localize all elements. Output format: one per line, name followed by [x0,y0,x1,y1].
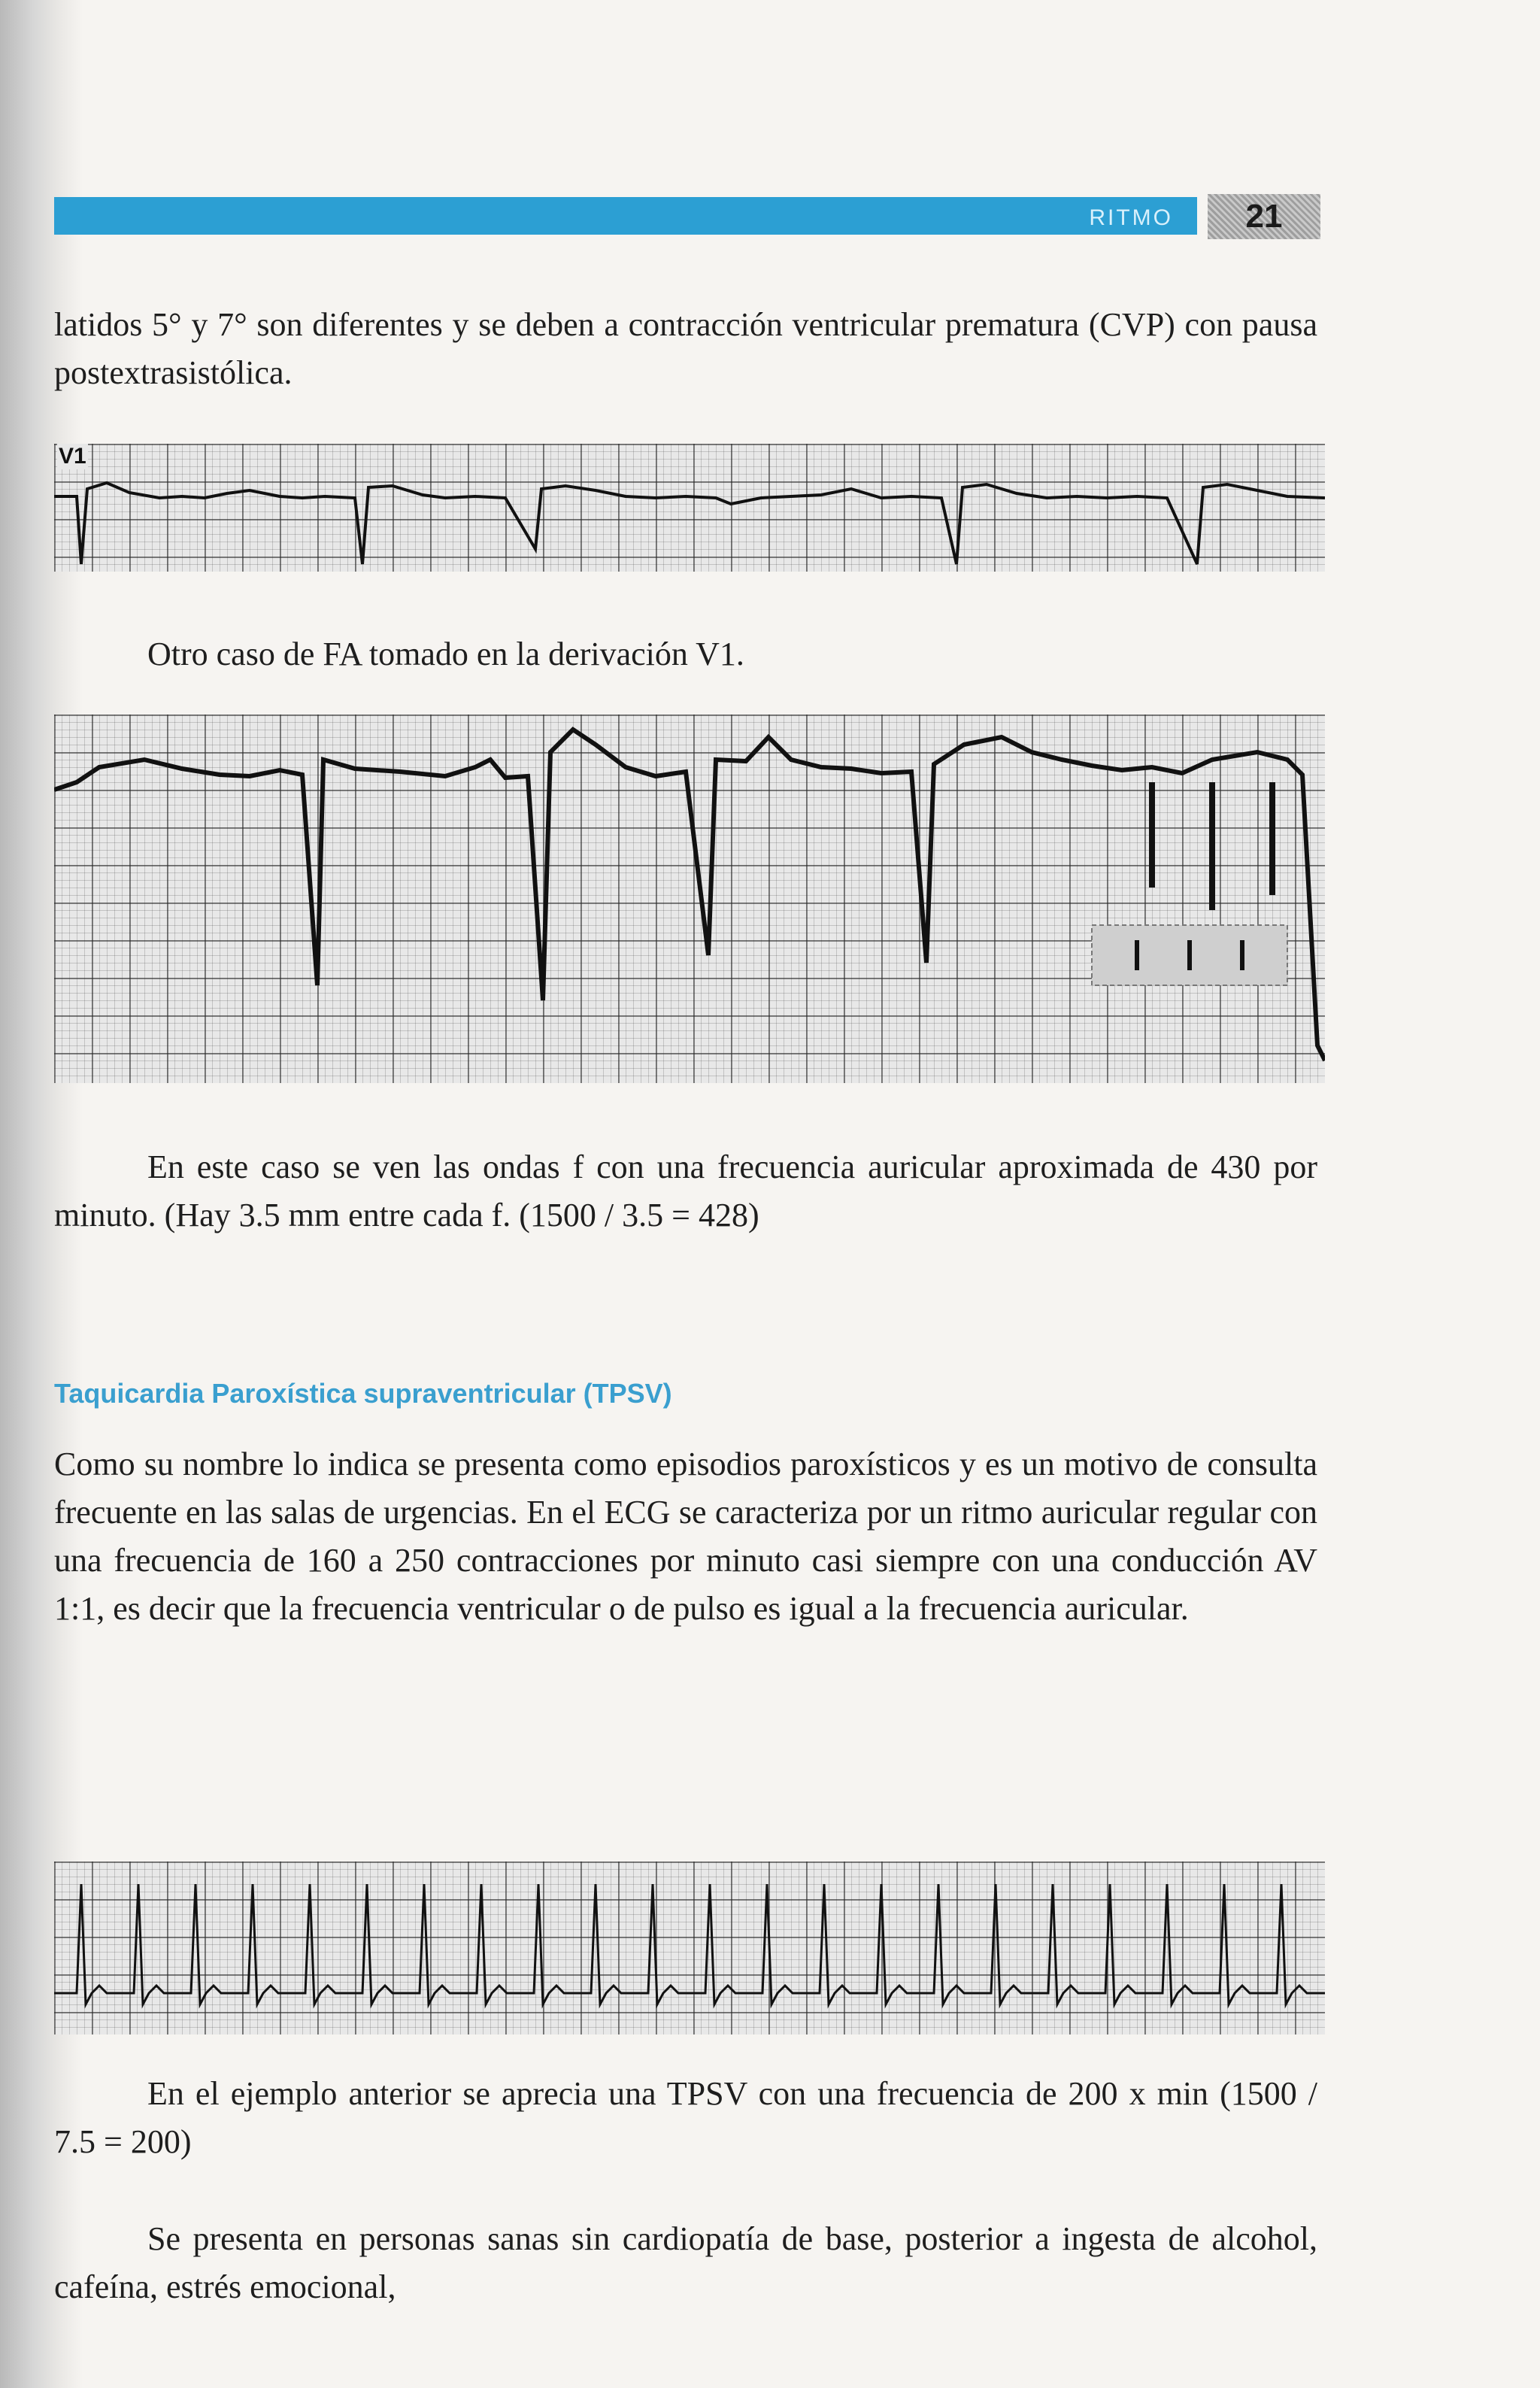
paragraph-ondas-f: En este caso se ven las ondas f con una frecuencia auricular aproximada de 430 por minuto. (Hay 3.5 mm entre cada f. (1500 / 3.5 = 428) [54,1148,1317,1233]
ecg-strip-v1 [54,444,1325,572]
paragraph-causas: Se presenta en personas sanas sin cardiopatía de base, posterior a ingesta de alcohol, cafeína, estrés emocional, [54,2220,1317,2305]
section-heading-tpsv: Taquicardia Paroxística supraventricular (TPSV) [54,1378,672,1409]
lead-label-v1: V1 [59,444,86,469]
caption-fa-v1: Otro caso de FA tomado en la derivación V1. [147,636,744,672]
page-number: 21 [1208,194,1320,239]
paragraph-tpsv: Como su nombre lo indica se presenta como episodios paroxísticos y es un motivo de consulta frecuente en las salas de urgencias. En el ECG se caracteriza por un ritmo auricular regular con una frecuencia de 160 a 250 contracciones por minuto casi siempre con una conducción AV 1:1, es decir que la frecuencia ventricular o de pulso es igual a la frecuencia auricular. [54,1446,1317,1627]
ecg-strip-fa [54,715,1325,1083]
header-bar [54,197,1197,235]
ecg-trace-2 [54,715,1325,1083]
paragraph-tpsv-ejemplo: En el ejemplo anterior se aprecia una TPSV con una frecuencia de 200 x min (1500 / 7.5 = 200) [54,2075,1317,2160]
ecg-strip-tpsv [54,1862,1325,2035]
paragraph-cvp: latidos 5° y 7° son diferentes y se deben a contracción ventricular prematura (CVP) con pausa postextrasistólica. [54,306,1317,391]
section-title: RITMO [1089,205,1173,230]
ecg-trace-1 [54,444,1325,572]
ecg-trace-3 [54,1862,1325,2035]
